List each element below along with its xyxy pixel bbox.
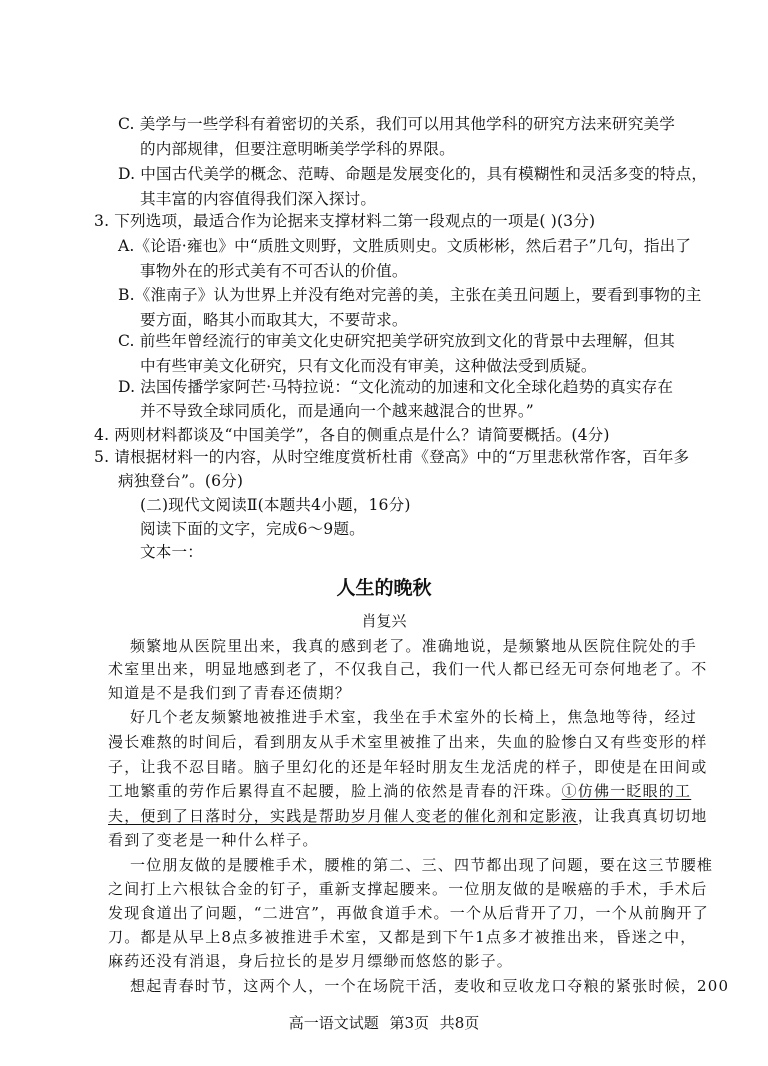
q2-option-c-line2: 的内部规律，但要注意明晰美学学科的界限。	[140, 140, 455, 158]
article-title: 人生的晚秋	[336, 577, 432, 599]
article-p4-line1: 想起青春时节，这两个人，一个在场院干活，麦收和豆收龙口夺粮的紧张时候，200	[130, 977, 730, 995]
q4-stem: 4. 两则材料都谈及“中国美学”，各自的侧重点是什么？请简要概括。(4分)	[94, 426, 610, 444]
q3-option-c-line1: C. 前些年曾经流行的审美文化史研究把美学研究放到文化的背景中去理解，但其	[118, 332, 676, 350]
q3-option-b-line2: 要方面，略其小而取其大，不要苛求。	[140, 311, 408, 329]
section-heading: (二)现代文阅读Ⅱ(本题共4小题，16分)	[140, 496, 411, 514]
article-p3-line5: 麻药还没有消退，身后拉长的是岁月缥缈而悠悠的影子。	[108, 952, 514, 970]
article-p3-line4: 刀。都是从早上8点多被推进手术室，又都是到下午1点多才被推出来，昏迷之中，	[108, 928, 697, 946]
q5-stem-line2: 病独登台”。(6分)	[118, 472, 244, 490]
underlined-sentence-1-start: ①仿佛一眨眼的工	[561, 782, 692, 800]
article-p2-line5	[108, 805, 707, 827]
article-p2-line4-text: 工地繁重的劳作后累得直不起腰，脸上淌的依然是青春的汗珠。	[108, 782, 562, 800]
q3-option-a-line2: 事物外在的形式美有不可否认的价值。	[140, 262, 408, 280]
q3-stem: 3. 下列选项，最适合作为论据来支撑材料二第一段观点的一项是( )(3分)	[94, 212, 596, 230]
article-author: 肖复兴	[361, 612, 407, 630]
q2-option-d-line2: 其丰富的内容值得我们深入探讨。	[140, 190, 377, 208]
article-p2-line1: 好几个老友频繁地被推进手术室，我坐在手术室外的长椅上，焦急地等待，经过	[130, 708, 698, 726]
section-instruction: 阅读下面的文字，完成6～9题。	[140, 520, 365, 538]
article-p2-line2: 漫长难熬的时间后，看到朋友从手术室里被推了出来，失血的脸惨白又有些变形的样	[108, 733, 708, 751]
article-p1-line2: 术室里出来，明显地感到老了，不仅我自己，我们一代人都已经无可奈何地老了。不	[108, 660, 708, 678]
article-p3-line2: 之间打上六根钛合金的钉子，重新支撑起腰来。一位朋友做的是喉癌的手术，手术后	[108, 880, 708, 898]
article-p3-line1: 一位朋友做的是腰椎手术，腰椎的第二、三、四节都出现了问题，要在这三节腰椎	[130, 856, 714, 874]
q3-option-d-line2: 并不导致全球同质化，而是通向一个越来越混合的世界。”	[140, 402, 534, 420]
underlined-sentence-1-end: 夫，便到了日落时分，实践是帮助岁月催人变老的催化剂和定影液	[108, 807, 578, 825]
q5-stem-line1: 5. 请根据材料一的内容，从时空维度赏析杜甫《登高》中的“万里悲秋常作客，百年多	[94, 448, 690, 466]
article-p2-line4	[108, 780, 691, 802]
article-p2-line5-text: ，让我真真切切地	[577, 807, 708, 825]
q2-option-c-line1: C. 美学与一些学科有着密切的关系，我们可以用其他学科的研究方法来研究美学	[118, 115, 676, 133]
article-p2-line6: 看到了变老是一种什么样子。	[108, 831, 319, 849]
text-one-label: 文本一：	[140, 543, 203, 561]
q3-option-a-line1: A.《论语·雍也》中“质胜文则野，文胜质则史。文质彬彬，然后君子”几句，指出了	[118, 237, 692, 255]
article-p2-line3: 子，让我不忍目睹。脑子里幻化的还是年轻时朋友生龙活虎的样子，即使是在田间或	[108, 758, 708, 776]
article-p3-line3: 发现食道出了问题，“二进宫”，再做食道手术。一个从后背开了刀，一个从前胸开了	[108, 904, 709, 922]
q3-option-d-line1: D. 法国传播学家阿芒·马特拉说：“文化流动的加速和文化全球化趋势的真实存在	[118, 378, 674, 396]
q2-option-d-line1: D. 中国古代美学的概念、范畴、命题是发展变化的，具有模糊性和灵活多变的特点，	[118, 165, 708, 183]
page-footer: 高一语文试题 第3页 共8页	[288, 1014, 480, 1032]
q3-option-c-line2: 中有些审美文化研究，只有文化而没有审美，这种做法受到质疑。	[140, 357, 597, 375]
article-p1-line1: 频繁地从医院里出来，我真的感到老了。准确地说，是频繁地从医院住院处的手	[130, 637, 698, 655]
article-p1-line3: 知道是不是我们到了青春还债期？	[108, 684, 352, 702]
q3-option-b-line1: B.《淮南子》认为世界上并没有绝对完善的美，主张在美丑问题上，要看到事物的主	[118, 286, 702, 304]
